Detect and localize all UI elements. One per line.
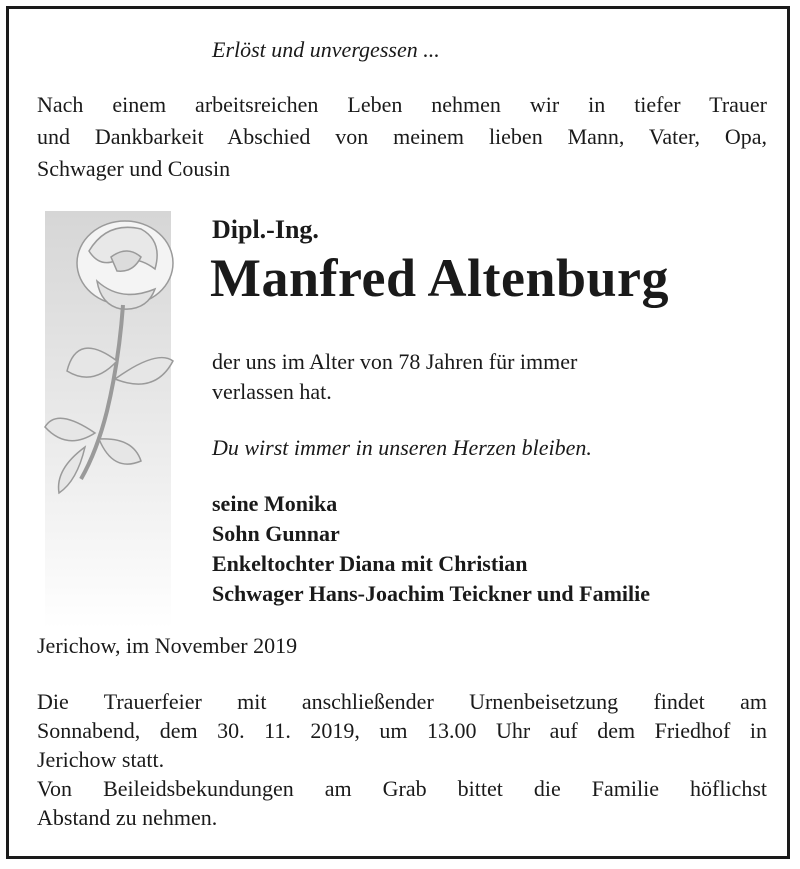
- academic-title: Dipl.-Ing.: [212, 215, 319, 244]
- funeral-line: Von Beileidsbekundungen am Grab bittet die Familie höflichst: [37, 776, 767, 801]
- mourner: seine Monika: [212, 491, 338, 516]
- mourners-list: [212, 489, 650, 609]
- funeral-line: Abstand zu nehmen.: [37, 805, 218, 830]
- place-date: Jerichow, im November 2019: [37, 633, 298, 658]
- mourner: Schwager Hans-Joachim Teickner und Familie: [212, 581, 651, 606]
- funeral-line: Sonnabend, dem 30. 11. 2019, um 13.00 Uhr auf dem Friedhof in: [37, 718, 767, 743]
- motto: Erlöst und unvergessen ...: [212, 37, 440, 62]
- age-line: verlassen hat.: [212, 379, 332, 404]
- intro-line: und Dankbarkeit Abschied von meinem lieben Mann, Vater, Opa,: [37, 124, 767, 149]
- intro-text: [37, 89, 767, 185]
- mourner: Sohn Gunnar: [212, 521, 340, 546]
- funeral-info: [37, 687, 767, 832]
- funeral-line: Die Trauerfeier mit anschließender Urnenbeisetzung findet am: [37, 689, 767, 714]
- funeral-line: Jerichow statt.: [37, 747, 165, 772]
- mourner: Enkeltochter Diana mit Christian: [212, 551, 528, 576]
- memorial-quote: Du wirst immer in unseren Herzen bleiben.: [212, 435, 592, 460]
- rose-icon: [37, 211, 187, 629]
- intro-line: Schwager und Cousin: [37, 156, 231, 181]
- age-line: der uns im Alter von 78 Jahren für immer: [212, 349, 578, 374]
- intro-line: Nach einem arbeitsreichen Leben nehmen wir in tiefer Trauer: [37, 92, 767, 117]
- obituary-notice: [6, 6, 790, 859]
- age-text: [212, 347, 732, 407]
- deceased-name: Manfred Altenburg: [210, 248, 670, 308]
